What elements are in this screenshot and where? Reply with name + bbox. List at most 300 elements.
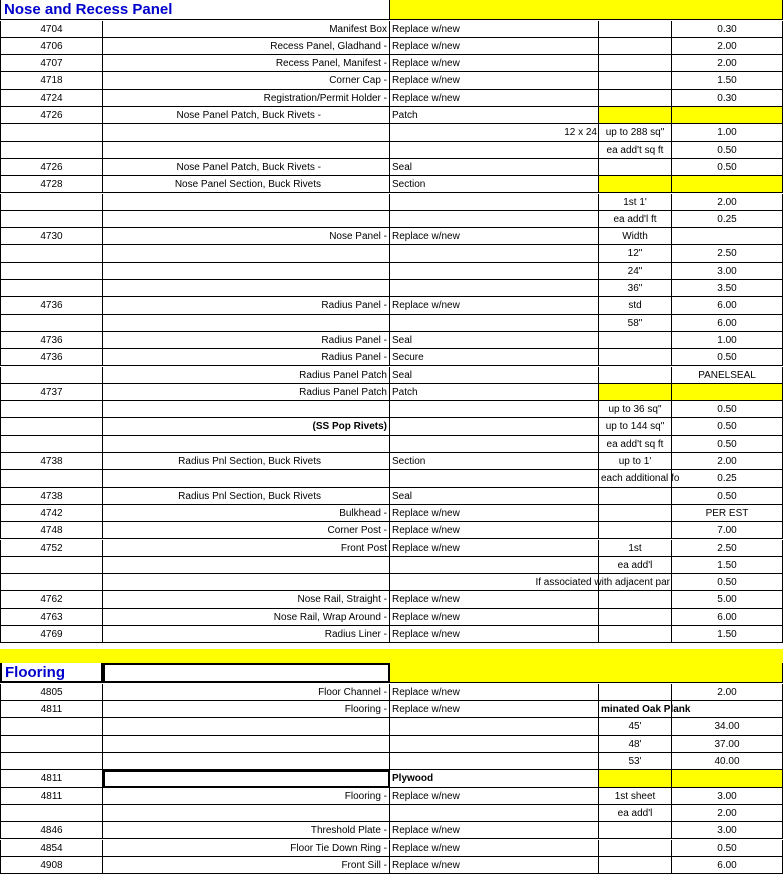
cell-text: 4811	[40, 790, 63, 802]
cell-text: 4763	[40, 611, 63, 623]
cell-text: 2.50	[717, 542, 737, 554]
cell-detail	[599, 626, 672, 643]
cell-code	[0, 788, 103, 805]
cell-text: 2.00	[717, 807, 737, 819]
cell-detail	[599, 418, 672, 435]
cell-rate	[672, 626, 783, 643]
cell-code	[0, 228, 103, 245]
table-row	[0, 176, 783, 193]
cell-text: Replace w/new	[392, 58, 460, 70]
cell-code	[0, 609, 103, 626]
cell-item	[103, 488, 390, 505]
section-header-row	[0, 663, 783, 683]
cell-code	[0, 159, 103, 176]
cell-text: 37.00	[714, 738, 740, 750]
cell-text: 0.50	[717, 161, 737, 173]
cell-text: ea add't sq ft	[606, 438, 664, 450]
cell-detail	[599, 609, 672, 626]
cell-item	[103, 332, 390, 349]
cell-rate	[672, 684, 783, 701]
cell-text: Patch	[392, 110, 418, 121]
cell-text: Front Sill -	[341, 859, 387, 871]
cell-text: Radius Panel -	[321, 334, 387, 346]
cell-action	[390, 684, 599, 701]
cell-text: Corner Cap -	[329, 75, 387, 87]
cell-code	[0, 736, 103, 753]
cell-text: 4737	[40, 386, 63, 398]
cell-text: ea add't sq ft	[606, 144, 664, 156]
table-row	[0, 488, 783, 505]
cell-text: Registration/Permit Holder -	[263, 92, 387, 104]
cell-text: 1.50	[717, 629, 737, 640]
cell-rate	[672, 211, 783, 228]
cell-code	[0, 142, 103, 159]
cell-text: Flooring -	[344, 704, 387, 716]
cell-action	[390, 770, 599, 787]
cell-code	[0, 418, 103, 435]
cell-text: Threshold Plate -	[310, 825, 387, 837]
cell-text: Corner Post -	[327, 525, 387, 537]
cell-text: 0.50	[717, 144, 737, 156]
cell-text: 4726	[40, 161, 63, 173]
cell-code	[0, 505, 103, 522]
cell-text: Radius Pnl Section, Buck Rivets	[178, 490, 321, 502]
cell-item	[103, 770, 390, 787]
cell-detail	[599, 522, 672, 539]
cell-text: up to 36 sq"	[608, 404, 662, 416]
cell-text: 0.50	[717, 842, 737, 854]
table-row	[0, 315, 783, 332]
cell-item	[103, 701, 390, 718]
cell-text: std	[628, 300, 642, 312]
cell-item	[103, 470, 390, 487]
cell-rate	[672, 470, 783, 487]
cell-action	[390, 21, 599, 38]
table-row	[0, 522, 783, 539]
cell-item	[103, 418, 390, 435]
cell-rate	[672, 436, 783, 453]
cell-rate	[672, 736, 783, 753]
cell-text: Radius Panel -	[321, 352, 387, 364]
cell-action	[390, 822, 599, 839]
cell-detail	[599, 21, 672, 38]
table-row	[0, 753, 783, 770]
cell-text: 5.00	[717, 594, 737, 606]
cell-item	[103, 194, 390, 211]
cell-detail	[599, 38, 672, 55]
cell-item	[103, 55, 390, 72]
cell-detail	[599, 591, 672, 608]
cell-text: 7.00	[717, 525, 737, 537]
cell-rate	[672, 805, 783, 822]
cell-code	[0, 540, 103, 557]
cell-text: 40.00	[714, 756, 740, 767]
table-row	[0, 436, 783, 453]
cell-code	[0, 453, 103, 470]
cell-text: 0.50	[717, 352, 737, 364]
cell-text: 4769	[40, 629, 63, 640]
cell-text: 3.00	[717, 265, 737, 277]
cell-detail	[599, 684, 672, 701]
cell-item	[103, 159, 390, 176]
cell-text: 34.00	[714, 721, 740, 733]
cell-text: 24"	[627, 265, 643, 277]
cell-action	[390, 736, 599, 753]
table-row	[0, 822, 783, 839]
cell-rate	[672, 55, 783, 72]
cell-rate	[672, 753, 783, 770]
cell-item	[103, 142, 390, 159]
cell-item	[103, 626, 390, 643]
table-row	[0, 540, 783, 557]
table-row	[0, 718, 783, 735]
cell-item	[103, 176, 390, 193]
cell-item	[103, 228, 390, 245]
cell-detail	[599, 453, 672, 470]
table-row	[0, 228, 783, 245]
cell-text: Radius Panel Patch	[299, 369, 387, 381]
cell-detail	[599, 349, 672, 366]
cell-code	[0, 176, 103, 193]
cell-item	[103, 72, 390, 89]
cell-text: Replace w/new	[392, 629, 460, 640]
size-note: 12 x 24	[564, 127, 597, 139]
cell-text: 6.00	[717, 300, 737, 312]
cell-action	[390, 857, 599, 874]
table-row	[0, 736, 783, 753]
cell-rate	[672, 263, 783, 280]
cell-detail	[599, 176, 672, 193]
cell-detail	[599, 159, 672, 176]
cell-action	[390, 332, 599, 349]
cell-rate	[672, 822, 783, 839]
cell-rate	[672, 142, 783, 159]
cell-code	[0, 315, 103, 332]
cell-text: 6.00	[717, 859, 737, 871]
cell-text: 4730	[40, 231, 63, 243]
cell-rate	[672, 557, 783, 574]
cell-code	[0, 522, 103, 539]
cell-code	[0, 822, 103, 839]
cell-text: 0.30	[717, 23, 737, 35]
cell-text: Replace w/new	[392, 686, 460, 698]
cell-text: 1.50	[717, 75, 737, 87]
cell-action	[390, 626, 599, 643]
cell-text: Replace w/new	[392, 842, 460, 854]
cell-text: Recess Panel, Gladhand -	[270, 40, 387, 52]
cell-code	[0, 436, 103, 453]
cell-text: Nose Rail, Straight -	[297, 594, 387, 606]
cell-code	[0, 401, 103, 418]
table-row	[0, 194, 783, 211]
cell-text: 2.50	[717, 248, 737, 260]
cell-rate	[672, 21, 783, 38]
cell-action	[390, 557, 599, 574]
cell-text: 4752	[40, 542, 63, 554]
cell-detail	[599, 245, 672, 262]
cell-rate	[672, 315, 783, 332]
cell-action	[390, 591, 599, 608]
cell-rate	[672, 453, 783, 470]
cell-code	[0, 297, 103, 314]
table-row	[0, 211, 783, 228]
cell-code	[0, 263, 103, 280]
cell-detail	[599, 280, 672, 297]
cell-item	[103, 684, 390, 701]
cell-detail	[599, 384, 672, 401]
cell-text: Section	[392, 179, 426, 191]
cell-action	[390, 522, 599, 539]
cell-text: 4706	[40, 40, 63, 52]
cell-item	[103, 21, 390, 38]
cell-rate	[672, 332, 783, 349]
cell-text: 36"	[627, 283, 643, 294]
cell-action	[390, 453, 599, 470]
cell-rate	[672, 840, 783, 857]
cell-rate	[672, 107, 783, 124]
table-row	[0, 280, 783, 297]
cell-text: 0.30	[717, 92, 737, 104]
cell-text: 3.00	[717, 825, 737, 837]
cell-item	[103, 857, 390, 874]
cell-action	[390, 90, 599, 107]
cell-rate	[672, 574, 783, 591]
cell-text: each additional fo	[601, 473, 680, 485]
cell-action	[390, 263, 599, 280]
cell-text: 4738	[40, 456, 63, 467]
cell-action	[390, 367, 599, 384]
cell-action	[390, 228, 599, 245]
cell-code	[0, 107, 103, 124]
cell-text: 6.00	[717, 317, 737, 329]
section-separator	[0, 649, 783, 663]
cell-rate	[672, 609, 783, 626]
cell-text: 45'	[628, 721, 642, 733]
cell-rate	[672, 384, 783, 401]
cell-text: Replace w/new	[392, 231, 460, 243]
cell-detail	[599, 228, 672, 245]
cell-text: Replace w/new	[392, 542, 460, 554]
cell-item	[103, 522, 390, 539]
cell-action	[390, 211, 599, 228]
cell-code	[0, 367, 103, 384]
cell-code	[0, 840, 103, 857]
table-row	[0, 684, 783, 701]
cell-text: Radius Liner -	[324, 629, 387, 640]
cell-action	[390, 297, 599, 314]
cell-detail	[599, 736, 672, 753]
cell-text: 4846	[40, 825, 63, 837]
cell-action	[390, 384, 599, 401]
cell-detail	[599, 124, 672, 141]
cell-text: 4762	[40, 594, 63, 606]
cell-rate	[672, 90, 783, 107]
cell-detail	[599, 701, 691, 718]
section-title: Nose and Recess Panel	[0, 0, 390, 20]
cell-code	[0, 470, 103, 487]
cell-item	[103, 840, 390, 857]
table-row	[0, 505, 783, 522]
cell-item	[103, 453, 390, 470]
cell-text: 4742	[40, 507, 63, 519]
cell-text: Replace w/new	[392, 40, 460, 52]
cell-detail	[599, 401, 672, 418]
cell-item	[103, 401, 390, 418]
cell-rate	[672, 505, 783, 522]
cell-item	[103, 349, 390, 366]
cell-text: up to 144 sq"	[605, 421, 665, 433]
cell-item	[103, 805, 390, 822]
cell-text: Seal	[392, 490, 413, 502]
cell-item	[103, 211, 390, 228]
cell-text: up to 1'	[618, 456, 652, 467]
cell-item	[103, 540, 390, 557]
cell-text: 0.50	[717, 577, 737, 589]
cell-text: (SS Pop Rivets)	[312, 421, 387, 433]
table-row	[0, 72, 783, 89]
cell-action	[390, 159, 599, 176]
cell-code	[0, 701, 103, 718]
cell-code	[0, 591, 103, 608]
cell-action	[390, 840, 599, 857]
cell-rate	[672, 228, 783, 245]
cell-text: 0.50	[717, 438, 737, 450]
table-row	[0, 418, 783, 435]
cell-rate	[672, 540, 783, 557]
cell-text: Replace w/new	[392, 594, 460, 606]
cell-text: 4811	[40, 773, 63, 785]
size-note: If associated with adjacent par	[535, 577, 670, 589]
cell-text: up to 288 sq"	[605, 127, 665, 139]
cell-text: 58"	[627, 317, 643, 329]
cell-action	[390, 505, 599, 522]
cell-action	[390, 488, 599, 505]
cell-item	[103, 788, 390, 805]
cell-text: Replace w/new	[392, 704, 460, 716]
cell-detail	[599, 90, 672, 107]
table-row	[0, 245, 783, 262]
table-row	[0, 21, 783, 38]
cell-item	[103, 753, 390, 770]
cell-action	[390, 245, 599, 262]
table-row	[0, 401, 783, 418]
cell-text: minated Oak Plank	[601, 704, 691, 716]
table-row	[0, 263, 783, 280]
cell-code	[0, 349, 103, 366]
cell-item	[103, 557, 390, 574]
cell-action	[390, 718, 599, 735]
cell-rate	[672, 72, 783, 89]
cell-text: ea add'l ft	[613, 213, 657, 225]
cell-code	[0, 805, 103, 822]
cell-item	[103, 124, 390, 141]
cell-rate	[672, 194, 783, 211]
cell-code	[0, 21, 103, 38]
cell-detail	[599, 857, 672, 874]
cell-rate	[672, 418, 783, 435]
cell-text: 0.50	[717, 421, 737, 433]
cell-text: Replace w/new	[392, 790, 460, 802]
cell-item	[103, 367, 390, 384]
cell-text: Patch	[392, 386, 418, 398]
cell-text: 4726	[40, 110, 63, 121]
cell-item	[103, 315, 390, 332]
cell-text: Radius Pnl Section, Buck Rivets	[178, 456, 321, 467]
table-row	[0, 90, 783, 107]
cell-text: 3.00	[717, 790, 737, 802]
cell-detail	[599, 263, 672, 280]
table-row	[0, 142, 783, 159]
cell-text: Replace w/new	[392, 611, 460, 623]
table-row	[0, 857, 783, 874]
cell-rate	[672, 770, 783, 787]
cell-text: 1st	[628, 542, 642, 554]
cell-rate	[672, 591, 783, 608]
cell-action	[390, 609, 599, 626]
cell-code	[0, 384, 103, 401]
cell-item	[103, 574, 390, 591]
cell-rate	[672, 788, 783, 805]
cell-text: 1st 1'	[623, 196, 647, 208]
cell-code	[0, 55, 103, 72]
cell-detail	[599, 315, 672, 332]
table-row	[0, 840, 783, 857]
cell-action	[390, 142, 599, 159]
cell-action	[390, 753, 599, 770]
cell-detail	[599, 297, 672, 314]
cell-text: 2.00	[717, 58, 737, 70]
cell-text: Replace w/new	[392, 825, 460, 837]
cell-text: Nose Panel -	[329, 231, 387, 243]
cell-action	[390, 72, 599, 89]
cell-item	[103, 297, 390, 314]
cell-item	[103, 718, 390, 735]
cell-code	[0, 718, 103, 735]
cell-text: Replace w/new	[392, 300, 460, 312]
cell-text: Bulkhead -	[339, 507, 387, 519]
cell-text: PER EST	[705, 507, 749, 519]
cell-text: 4736	[40, 334, 63, 346]
cell-text: Nose Panel Patch, Buck Rivets -	[176, 161, 321, 173]
cell-text: Replace w/new	[392, 507, 460, 519]
cell-code	[0, 194, 103, 211]
cell-text: Floor Tie Down Ring -	[290, 842, 387, 854]
cell-text: 0.50	[717, 404, 737, 416]
section-title: Flooring	[0, 663, 103, 683]
cell-rate	[672, 297, 783, 314]
cell-text: 4707	[40, 58, 63, 70]
cell-action	[390, 315, 599, 332]
cell-text: 4728	[40, 179, 63, 191]
cell-action	[390, 55, 599, 72]
cell-text: 1.00	[717, 127, 737, 139]
cell-code	[0, 770, 103, 787]
cell-text: 4704	[40, 23, 63, 35]
cell-text: Seal	[392, 369, 413, 381]
cell-text: ea add'l	[617, 559, 653, 571]
table-row	[0, 609, 783, 626]
cell-action	[390, 176, 599, 193]
cell-detail	[599, 367, 672, 384]
cell-detail	[599, 718, 672, 735]
cell-detail	[599, 540, 672, 557]
table-row	[0, 349, 783, 366]
cell-text: 2.00	[717, 686, 737, 698]
cell-text: 4736	[40, 300, 63, 312]
cell-text: 4724	[40, 92, 63, 104]
cell-code	[0, 557, 103, 574]
cell-text: Replace w/new	[392, 525, 460, 537]
